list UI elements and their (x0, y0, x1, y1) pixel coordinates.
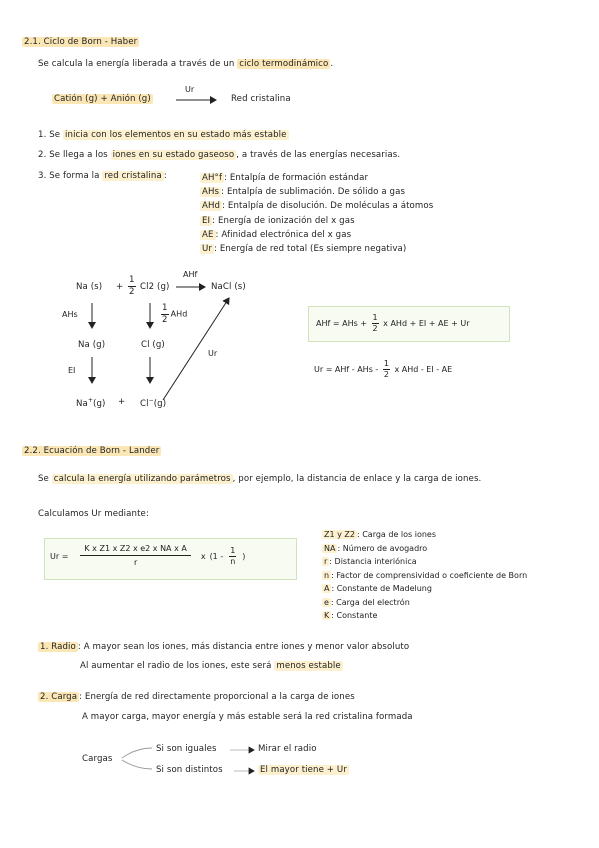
ahs-label: AHs (62, 310, 78, 319)
point-carga: 2. Carga : Energía de red directamente proporcional a la carga de iones (40, 692, 355, 702)
step-2: 2. Se llega a los iones en su estado gaseoso , a través de las energías necesarias. (38, 150, 401, 160)
legend-item: e : Carga del electrón (324, 597, 410, 607)
legend-item: Z1 y Z2 : Carga de los iones (324, 530, 437, 539)
cargas-mirar-radio: Mirar el radio (258, 744, 317, 754)
calc-label: Calculamos Ur mediante: (38, 509, 149, 519)
na-ion: Na+(g) (76, 397, 106, 409)
cl-gas: Cl (g) (141, 340, 165, 350)
formula-legend (322, 528, 527, 623)
half-ahd: $\frac{1}{2}$ AHd (162, 303, 188, 325)
cargas-branch-top (122, 748, 152, 758)
legend-item: A : Constante de Madelung (324, 584, 432, 593)
definition-item: AHd : Entalpía de disolución. De moléculas a átomos (202, 201, 434, 212)
cargas-branch-bottom (122, 760, 152, 769)
cargas-label: Cargas (82, 754, 113, 764)
point-carga-sub: A mayor carga, mayor energía y más estable será la red cristalina formada (82, 712, 413, 722)
definition-item: AH°f : Entalpía de formación estándar (202, 173, 369, 183)
definition-item: AE : Afinidad electrónica del x gas (202, 229, 352, 240)
na-solid: Na (s) (76, 282, 103, 292)
section1-intro: Se calcula la energía liberada a través de un ciclo termodinámico . (38, 59, 334, 69)
half-fraction: $\frac{1}{2}$ (129, 275, 135, 297)
point-radio-sub: Al aumentar el radio de los iones, este será menos estable (80, 661, 341, 671)
legend-item: n : Factor de comprensividad o coeficiente de Born (324, 570, 528, 580)
reaction-arrow-label: Ur (185, 85, 195, 94)
legend-item: NA : Número de avogadro (324, 543, 428, 553)
born-lande-formula: Ur = $\frac{\text{K x Z1 x Z2 x e2 x NA x A}}{r}$ x (1 - $\frac{1}{n}$ ) (50, 544, 246, 567)
reaction-left: Catión (g) + Anión (g) (54, 94, 151, 104)
definition-item: Ur : Energía de red total (Es siempre negativa) (202, 244, 407, 255)
ur-label: Ur (208, 349, 218, 358)
legend-item: K : Constante (324, 611, 378, 620)
section2-heading: 2.2. Ecuación de Born - Lander (24, 446, 160, 456)
step-3: 3. Se forma la red cristalina : (38, 171, 167, 181)
cargas-distintos: Si son distintos (156, 765, 223, 775)
definition-item: AHs : Entalpía de sublimación. De sólido a gas (202, 187, 406, 198)
ei-label: EI (68, 366, 76, 375)
nacl-solid: NaCl (s) (211, 282, 246, 292)
definition-item: EI : Energía de ionización del x gas (202, 215, 355, 226)
section1-heading: 2.1. Ciclo de Born - Haber (24, 37, 138, 47)
cargas-mayor-ur: El mayor tiene + Ur (260, 765, 347, 775)
point-radio: 1. Radio : A mayor sean los iones, más distancia entre iones y menor valor absoluto (40, 642, 410, 652)
plus-sign-2: + (118, 397, 126, 407)
legend-item: r : Distancia interiónica (324, 557, 417, 566)
equation1: AHf = AHs + $\frac{1}{2}$ x AHd + EI + AE + Ur (316, 313, 470, 333)
cl-ion: Cl−(g) (140, 397, 167, 409)
equation2: Ur = AHf - AHs - $\frac{1}{2}$ x AHd - EI - AE (314, 359, 453, 379)
plus-sign: + (116, 282, 124, 292)
cargas-iguales: Si son iguales (156, 744, 217, 754)
na-gas: Na (g) (78, 340, 106, 350)
section2-intro: Se calcula la energía utilizando parámetros , por ejemplo, la distancia de enlace y la carga de iones. (38, 474, 482, 484)
step-1: 1. Se inicia con los elementos en su estado más estable (38, 130, 287, 140)
cl2-gas: Cl2 (g) (140, 282, 170, 292)
ahf-label: AHf (183, 270, 198, 279)
reaction-right: Red cristalina (231, 94, 291, 104)
